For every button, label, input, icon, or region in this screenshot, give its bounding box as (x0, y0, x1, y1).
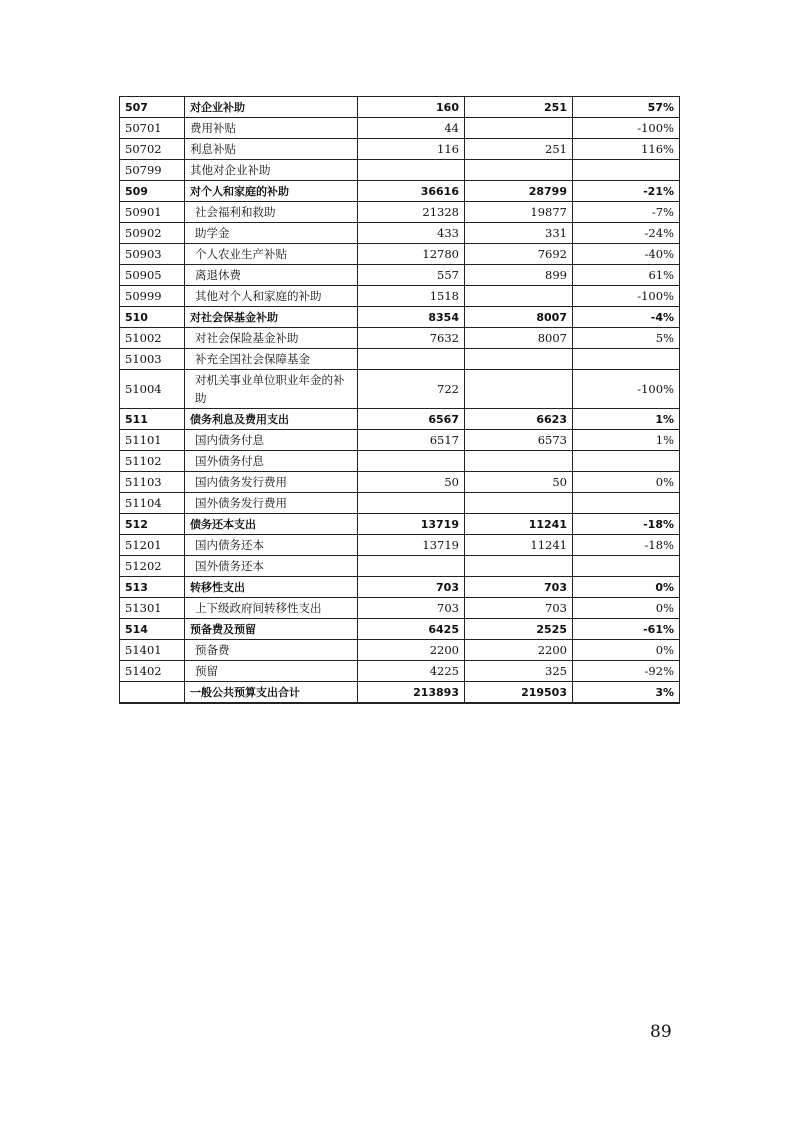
account-code-cell: 507 (120, 97, 185, 118)
change-percent-cell: 116% (573, 139, 680, 160)
value-column-1-cell: 6567 (358, 409, 465, 430)
change-percent-cell (573, 349, 680, 370)
table-row (120, 640, 680, 661)
account-code-cell: 510 (120, 307, 185, 328)
account-code-cell: 50902 (120, 223, 185, 244)
value-column-2-cell: 703 (465, 598, 573, 619)
account-name-cell: 其他对个人和家庭的补助 (185, 286, 358, 307)
account-code-cell: 50901 (120, 202, 185, 223)
value-column-1-cell: 160 (358, 97, 465, 118)
value-column-2-cell (465, 160, 573, 181)
value-column-1-cell: 44 (358, 118, 465, 139)
value-column-1-cell: 1518 (358, 286, 465, 307)
value-column-2-cell (465, 493, 573, 514)
table-row (120, 472, 680, 493)
account-code-cell: 51003 (120, 349, 185, 370)
table-row (120, 370, 680, 409)
change-percent-cell: -18% (573, 535, 680, 556)
value-column-2-cell (465, 370, 573, 409)
change-percent-cell: -18% (573, 514, 680, 535)
value-column-2-cell: 703 (465, 577, 573, 598)
change-percent-cell: 0% (573, 577, 680, 598)
account-code-cell: 50799 (120, 160, 185, 181)
account-name-cell: 费用补贴 (185, 118, 358, 139)
value-column-2-cell: 325 (465, 661, 573, 682)
account-code-cell: 509 (120, 181, 185, 202)
change-percent-cell: 0% (573, 472, 680, 493)
account-code-cell: 50702 (120, 139, 185, 160)
account-name-cell: 补充全国社会保障基金 (185, 349, 358, 370)
value-column-1-cell: 722 (358, 370, 465, 409)
value-column-1-cell: 116 (358, 139, 465, 160)
change-percent-cell: -24% (573, 223, 680, 244)
value-column-1-cell: 36616 (358, 181, 465, 202)
change-percent-cell: -92% (573, 661, 680, 682)
change-percent-cell: 1% (573, 409, 680, 430)
change-percent-cell: 3% (573, 682, 680, 704)
table-row (120, 451, 680, 472)
account-name-cell: 上下级政府间转移性支出 (185, 598, 358, 619)
value-column-1-cell: 7632 (358, 328, 465, 349)
account-code-cell: 512 (120, 514, 185, 535)
value-column-2-cell (465, 556, 573, 577)
account-code-cell: 50999 (120, 286, 185, 307)
change-percent-cell (573, 556, 680, 577)
account-code-cell: 51104 (120, 493, 185, 514)
table-row (120, 328, 680, 349)
change-percent-cell: -21% (573, 181, 680, 202)
table-category-row (120, 409, 680, 430)
table-total-row (120, 682, 680, 704)
value-column-1-cell: 703 (358, 598, 465, 619)
account-code-cell: 51002 (120, 328, 185, 349)
account-name-cell: 国外债务还本 (185, 556, 358, 577)
account-name-cell: 对机关事业单位职业年金的补助 (185, 370, 358, 409)
value-column-1-cell (358, 349, 465, 370)
account-name-cell: 预备费及预留 (185, 619, 358, 640)
change-percent-cell (573, 160, 680, 181)
account-name-cell: 预留 (185, 661, 358, 682)
account-code-cell: 51401 (120, 640, 185, 661)
account-code-cell: 51301 (120, 598, 185, 619)
account-code-cell: 511 (120, 409, 185, 430)
account-code-cell: 51004 (120, 370, 185, 409)
account-name-cell: 国内债务付息 (185, 430, 358, 451)
table-row (120, 160, 680, 181)
account-name-cell: 对社会保险基金补助 (185, 328, 358, 349)
table-row (120, 535, 680, 556)
table-row (120, 286, 680, 307)
change-percent-cell (573, 493, 680, 514)
change-percent-cell: -4% (573, 307, 680, 328)
value-column-2-cell: 8007 (465, 328, 573, 349)
account-name-cell: 对个人和家庭的补助 (185, 181, 358, 202)
value-column-2-cell (465, 349, 573, 370)
value-column-2-cell: 6623 (465, 409, 573, 430)
account-name-cell: 助学金 (185, 223, 358, 244)
value-column-1-cell: 213893 (358, 682, 465, 704)
value-column-1-cell: 2200 (358, 640, 465, 661)
change-percent-cell: -100% (573, 370, 680, 409)
change-percent-cell: -7% (573, 202, 680, 223)
account-name-cell: 对社会保基金补助 (185, 307, 358, 328)
table-category-row (120, 97, 680, 118)
value-column-2-cell (465, 286, 573, 307)
change-percent-cell: -100% (573, 286, 680, 307)
account-name-cell: 国内债务发行费用 (185, 472, 358, 493)
account-code-cell: 50701 (120, 118, 185, 139)
account-code-cell: 51102 (120, 451, 185, 472)
value-column-1-cell: 21328 (358, 202, 465, 223)
account-code-cell: 51201 (120, 535, 185, 556)
table-row (120, 244, 680, 265)
table-category-row (120, 619, 680, 640)
account-code-cell (120, 682, 185, 704)
account-name-cell: 债务还本支出 (185, 514, 358, 535)
value-column-1-cell (358, 160, 465, 181)
account-code-cell: 514 (120, 619, 185, 640)
value-column-2-cell: 251 (465, 139, 573, 160)
table-row (120, 223, 680, 244)
value-column-1-cell: 6425 (358, 619, 465, 640)
table-row (120, 139, 680, 160)
account-name-cell: 国外债务付息 (185, 451, 358, 472)
value-column-2-cell: 331 (465, 223, 573, 244)
account-name-cell: 转移性支出 (185, 577, 358, 598)
value-column-1-cell: 13719 (358, 514, 465, 535)
account-name-cell: 个人农业生产补贴 (185, 244, 358, 265)
value-column-1-cell: 433 (358, 223, 465, 244)
change-percent-cell: 1% (573, 430, 680, 451)
change-percent-cell: 0% (573, 598, 680, 619)
value-column-1-cell (358, 493, 465, 514)
change-percent-cell: 61% (573, 265, 680, 286)
table-row (120, 265, 680, 286)
budget-table-body (120, 97, 680, 704)
value-column-2-cell (465, 118, 573, 139)
value-column-2-cell: 8007 (465, 307, 573, 328)
value-column-2-cell: 7692 (465, 244, 573, 265)
account-code-cell: 513 (120, 577, 185, 598)
table-row (120, 661, 680, 682)
account-name-cell: 离退休费 (185, 265, 358, 286)
account-name-cell: 国内债务还本 (185, 535, 358, 556)
change-percent-cell: -61% (573, 619, 680, 640)
change-percent-cell: -40% (573, 244, 680, 265)
account-code-cell: 50903 (120, 244, 185, 265)
page-number: 89 (650, 1022, 672, 1042)
account-code-cell: 50905 (120, 265, 185, 286)
change-percent-cell: 57% (573, 97, 680, 118)
table-row (120, 202, 680, 223)
table-row (120, 556, 680, 577)
table-row (120, 430, 680, 451)
value-column-2-cell: 11241 (465, 535, 573, 556)
account-name-cell: 社会福利和救助 (185, 202, 358, 223)
table-row (120, 598, 680, 619)
value-column-1-cell: 12780 (358, 244, 465, 265)
value-column-1-cell: 557 (358, 265, 465, 286)
account-name-cell: 债务利息及费用支出 (185, 409, 358, 430)
value-column-2-cell: 50 (465, 472, 573, 493)
account-name-cell: 对企业补助 (185, 97, 358, 118)
value-column-1-cell: 50 (358, 472, 465, 493)
account-code-cell: 51202 (120, 556, 185, 577)
value-column-2-cell (465, 451, 573, 472)
value-column-2-cell: 2200 (465, 640, 573, 661)
value-column-1-cell (358, 556, 465, 577)
value-column-2-cell: 28799 (465, 181, 573, 202)
account-name-cell: 利息补贴 (185, 139, 358, 160)
value-column-2-cell: 251 (465, 97, 573, 118)
account-name-cell: 其他对企业补助 (185, 160, 358, 181)
change-percent-cell (573, 451, 680, 472)
value-column-1-cell (358, 451, 465, 472)
change-percent-cell: -100% (573, 118, 680, 139)
budget-table (119, 96, 680, 704)
table-category-row (120, 514, 680, 535)
table-row (120, 349, 680, 370)
value-column-1-cell: 6517 (358, 430, 465, 451)
change-percent-cell: 0% (573, 640, 680, 661)
value-column-2-cell: 6573 (465, 430, 573, 451)
value-column-1-cell: 8354 (358, 307, 465, 328)
value-column-2-cell: 219503 (465, 682, 573, 704)
value-column-2-cell: 11241 (465, 514, 573, 535)
account-code-cell: 51103 (120, 472, 185, 493)
value-column-1-cell: 703 (358, 577, 465, 598)
account-name-cell: 国外债务发行费用 (185, 493, 358, 514)
table-row (120, 493, 680, 514)
value-column-1-cell: 4225 (358, 661, 465, 682)
table-category-row (120, 577, 680, 598)
table-category-row (120, 307, 680, 328)
account-code-cell: 51402 (120, 661, 185, 682)
value-column-1-cell: 13719 (358, 535, 465, 556)
change-percent-cell: 5% (573, 328, 680, 349)
account-name-cell: 一般公共预算支出合计 (185, 682, 358, 704)
value-column-2-cell: 19877 (465, 202, 573, 223)
value-column-2-cell: 2525 (465, 619, 573, 640)
table-category-row (120, 181, 680, 202)
account-name-cell: 预备费 (185, 640, 358, 661)
table-row (120, 118, 680, 139)
account-code-cell: 51101 (120, 430, 185, 451)
value-column-2-cell: 899 (465, 265, 573, 286)
